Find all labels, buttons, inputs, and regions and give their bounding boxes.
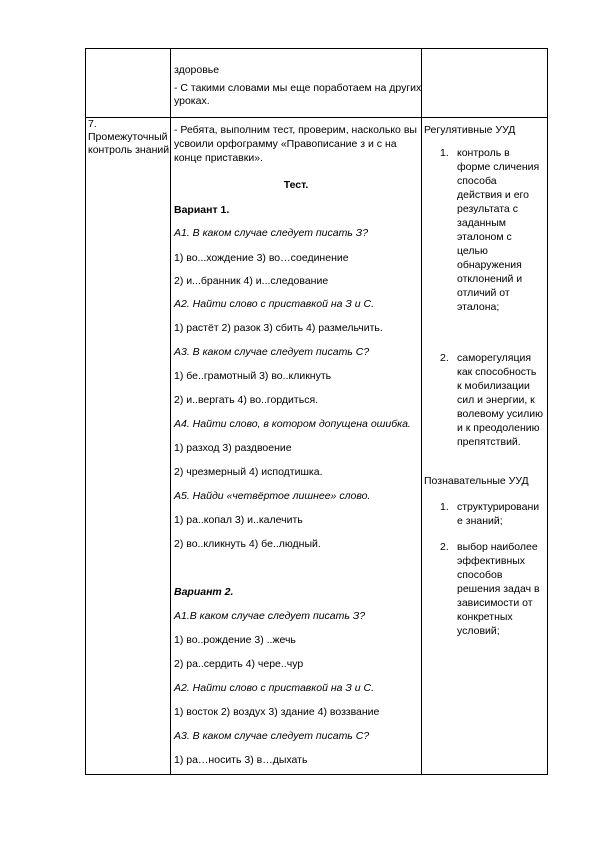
table-border-right — [547, 48, 548, 775]
test-title: Тест. — [283, 179, 309, 191]
test-options: 2) во..кликнуть 4) бе..людный. — [174, 538, 321, 550]
prev-row-line: здоровье — [174, 64, 220, 76]
list-item-line: структурировани — [457, 501, 540, 513]
list-item-line: отличий от — [457, 287, 510, 299]
list-number: 2. — [440, 541, 449, 553]
test-question: А5. Найди «четвёртое лишнее» слово. — [174, 490, 371, 502]
list-item-line: решения задач в — [457, 583, 540, 595]
test-question: А1.В каком случае следует писать З? — [174, 610, 366, 622]
list-item-line: саморегуляция — [457, 352, 532, 364]
test-options: 1) бе..грамотный 3) во..кликнуть — [174, 370, 332, 382]
table-border-left — [85, 48, 86, 775]
intro-line: усвоили орфограмму «Правописание з и с на — [174, 138, 397, 150]
cognitive-uud-title: Познавательные УУД — [424, 475, 529, 487]
test-options: 1) во...хождение 3) во…соединение — [174, 252, 349, 264]
list-item-line: результата с — [457, 203, 518, 215]
list-item-line: конкретных — [457, 611, 513, 623]
table-border-top — [85, 48, 548, 49]
stage-name-line: Промежуточный — [88, 131, 168, 143]
list-number: 2. — [440, 352, 449, 364]
test-options: 1) ра..копал 3) и..калечить — [174, 514, 303, 526]
stage-number: 7. — [88, 118, 97, 130]
list-number: 1. — [440, 501, 449, 513]
test-options: 1) растёт 2) разок 3) сбить 4) размельчить. — [174, 322, 383, 334]
list-item-line: контроль в — [457, 147, 510, 159]
variant-2-title: Вариант 2. — [174, 586, 234, 598]
list-item-line: условий; — [457, 625, 500, 637]
test-question: А1. В каком случае следует писать З? — [174, 227, 369, 239]
test-options: 2) чрезмерный 4) исподтишка. — [174, 466, 323, 478]
test-options: 1) восток 2) воздух 3) здание 4) воззвание — [174, 706, 380, 718]
test-question: А2. Найти слово с приставкой на З и С. — [174, 682, 374, 694]
list-item-line: обнаружения — [457, 259, 522, 271]
list-number: 1. — [440, 147, 449, 159]
variant-1-title: Вариант 1. — [174, 204, 230, 216]
table-border-col2 — [170, 48, 171, 775]
list-item-line: эталона; — [457, 301, 500, 313]
list-item-line: эталоном с — [457, 231, 512, 243]
table-border-bottom — [85, 774, 548, 775]
list-item-line: способа — [457, 175, 497, 187]
test-options: 2) ра..сердить 4) чере..чур — [174, 658, 304, 670]
test-question: А4. Найти слово, в котором допущена ошибка. — [174, 418, 411, 430]
test-question: А3. В каком случае следует писать С? — [174, 346, 370, 358]
prev-row-line: уроках. — [174, 95, 210, 107]
test-options: 1) во..рождение 3) ..жечь — [174, 634, 296, 646]
intro-line: - Ребята, выполним тест, проверим, насколько вы — [174, 124, 417, 136]
list-item-line: выбор наиболее — [457, 541, 538, 553]
list-item-line: зависимости от — [457, 597, 533, 609]
list-item-line: действия и его — [457, 189, 529, 201]
test-options: 2) и..вергать 4) во..гордиться. — [174, 394, 319, 406]
test-options: 2) и...бранник 4) и...следование — [174, 275, 329, 287]
test-options: 1) разход 3) раздвоение — [174, 442, 292, 454]
list-item-line: препятствий. — [457, 436, 521, 448]
list-item-line: отклонений и — [457, 273, 523, 285]
prev-row-line: - С такими словами мы еще поработаем на других — [174, 82, 422, 94]
list-item-line: эффективных — [457, 555, 526, 567]
list-item-line: способов — [457, 569, 503, 581]
list-item-line: сил и энергии, к — [457, 394, 535, 406]
test-question: А3. В каком случае следует писать С? — [174, 730, 370, 742]
list-item-line: заданным — [457, 217, 506, 229]
test-question: А2. Найти слово с приставкой на З и С. — [174, 298, 374, 310]
table-row-divider — [85, 117, 548, 118]
list-item-line: форме сличения — [457, 161, 540, 173]
stage-name-line: контроль знаний. — [88, 144, 173, 156]
list-item-line: целью — [457, 245, 488, 257]
list-item-line: волевому усилию — [457, 408, 543, 420]
list-item-line: и к преодолению — [457, 422, 540, 434]
test-options: 1) ра…носить 3) в…дыхать — [174, 754, 308, 766]
list-item-line: к мобилизации — [457, 380, 530, 392]
list-item-line: е знаний; — [457, 515, 503, 527]
table-border-col3 — [421, 48, 422, 775]
intro-line: конце приставки». — [174, 152, 263, 164]
list-item-line: как способность — [457, 366, 537, 378]
regulatory-uud-title: Регулятивные УУД — [424, 124, 516, 136]
